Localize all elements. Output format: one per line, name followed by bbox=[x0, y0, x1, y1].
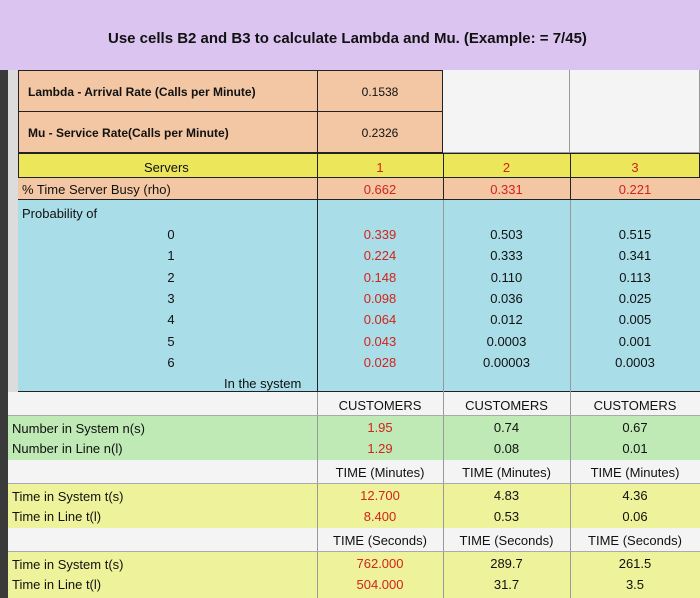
servers-value-2: 2 bbox=[502, 160, 511, 175]
nl-value-1: 1.29 bbox=[367, 441, 393, 456]
probability-n: 3 bbox=[167, 291, 175, 306]
rho-label: % Time Server Busy (rho) bbox=[22, 182, 171, 197]
probability-value: 0.064 bbox=[363, 312, 397, 327]
lambda-value: 0.1538 bbox=[361, 85, 399, 99]
probability-n: 1 bbox=[167, 248, 175, 263]
servers-value-3: 3 bbox=[631, 160, 639, 175]
servers-value-1: 1 bbox=[376, 160, 384, 175]
probability-value: 0.043 bbox=[363, 334, 397, 349]
rho-value-3: 0.221 bbox=[618, 182, 652, 197]
number-in-line-label: Number in Line n(l) bbox=[12, 441, 123, 456]
probability-value: 0.333 bbox=[490, 248, 523, 263]
mu-empty-d[interactable] bbox=[570, 111, 700, 153]
ts-min-value-1: 12.700 bbox=[360, 488, 400, 503]
ts-sec-value-3: 261.5 bbox=[618, 556, 652, 571]
ts-min-value-3: 4.36 bbox=[622, 488, 648, 503]
time-in-system-min-label: Time in System t(s) bbox=[12, 489, 124, 504]
probability-value: 0.025 bbox=[618, 291, 652, 306]
probability-value: 0.341 bbox=[618, 248, 652, 263]
row-header-strip bbox=[0, 70, 8, 598]
probability-value: 0.503 bbox=[490, 227, 523, 242]
tl-min-value-3: 0.06 bbox=[622, 509, 648, 524]
rho-value-1: 0.662 bbox=[363, 182, 397, 197]
probability-n: 5 bbox=[167, 334, 175, 349]
probability-n: 0 bbox=[167, 227, 175, 242]
probability-value: 0.224 bbox=[363, 248, 397, 263]
mu-empty-c[interactable] bbox=[443, 111, 570, 153]
nl-value-2: 0.08 bbox=[493, 441, 520, 456]
probability-value: 0.001 bbox=[618, 334, 652, 349]
mu-value: 0.2326 bbox=[361, 126, 399, 140]
tl-min-value-1: 8.400 bbox=[363, 509, 397, 524]
ns-value-1: 1.95 bbox=[367, 420, 393, 435]
ts-sec-value-2: 289.7 bbox=[490, 556, 523, 571]
probability-n: 2 bbox=[167, 270, 175, 285]
probability-value: 0.00003 bbox=[483, 355, 530, 370]
lambda-label: Lambda - Arrival Rate (Calls per Minute) bbox=[28, 85, 256, 99]
probability-n: 4 bbox=[167, 312, 175, 327]
minutes-header-1: TIME (Minutes) bbox=[335, 465, 425, 480]
tl-sec-value-3: 3.5 bbox=[625, 577, 645, 592]
ns-value-2: 0.74 bbox=[493, 420, 520, 435]
seconds-header-1: TIME (Seconds) bbox=[333, 533, 427, 548]
tl-min-value-2: 0.53 bbox=[493, 509, 520, 524]
probability-value: 0.148 bbox=[363, 270, 397, 285]
probability-value: 0.515 bbox=[618, 227, 652, 242]
time-in-system-sec-label: Time in System t(s) bbox=[12, 557, 124, 572]
customers-header-2: CUSTOMERS bbox=[465, 398, 548, 413]
probability-value: 0.0003 bbox=[486, 334, 527, 349]
servers-label: Servers bbox=[144, 160, 189, 175]
minutes-header-2: TIME (Minutes) bbox=[462, 465, 551, 480]
probability-value: 0.028 bbox=[363, 355, 397, 370]
nl-value-3: 0.01 bbox=[622, 441, 648, 456]
probability-value: 0.110 bbox=[490, 270, 523, 285]
probability-n: 6 bbox=[167, 355, 175, 370]
rho-value-2: 0.331 bbox=[490, 182, 523, 197]
seconds-header-2: TIME (Seconds) bbox=[459, 533, 554, 548]
customers-header-3: CUSTOMERS bbox=[593, 398, 677, 413]
time-in-line-sec-label: Time in Line t(l) bbox=[12, 577, 102, 592]
tl-sec-value-1: 504.000 bbox=[356, 577, 404, 592]
probability-value: 0.012 bbox=[490, 312, 523, 327]
probability-value: 0.098 bbox=[363, 291, 397, 306]
probability-value: 0.005 bbox=[618, 312, 652, 327]
ns-value-3: 0.67 bbox=[622, 420, 648, 435]
mu-label: Mu - Service Rate(Calls per Minute) bbox=[28, 126, 229, 140]
minutes-header-3: TIME (Minutes) bbox=[590, 465, 680, 480]
lambda-empty-c[interactable] bbox=[443, 70, 570, 112]
lambda-empty-d[interactable] bbox=[570, 70, 700, 112]
probability-value: 0.0003 bbox=[615, 355, 655, 370]
probability-value: 0.036 bbox=[490, 291, 523, 306]
ts-sec-value-1: 762.000 bbox=[356, 556, 404, 571]
seconds-header-3: TIME (Seconds) bbox=[588, 533, 682, 548]
sheet-title: Use cells B2 and B3 to calculate Lambda and Mu. (Example: = 7/45) bbox=[108, 30, 587, 47]
customers-header-1: CUSTOMERS bbox=[338, 398, 422, 413]
time-in-line-min-label: Time in Line t(l) bbox=[12, 509, 102, 524]
probability-value: 0.113 bbox=[619, 270, 651, 285]
tl-sec-value-2: 31.7 bbox=[493, 577, 520, 592]
in-the-system-label: In the system bbox=[224, 376, 302, 391]
number-in-system-label: Number in System n(s) bbox=[12, 421, 145, 436]
probability-value: 0.339 bbox=[363, 227, 397, 242]
ts-min-value-2: 4.83 bbox=[493, 488, 520, 503]
probability-label: Probability of bbox=[22, 206, 98, 221]
